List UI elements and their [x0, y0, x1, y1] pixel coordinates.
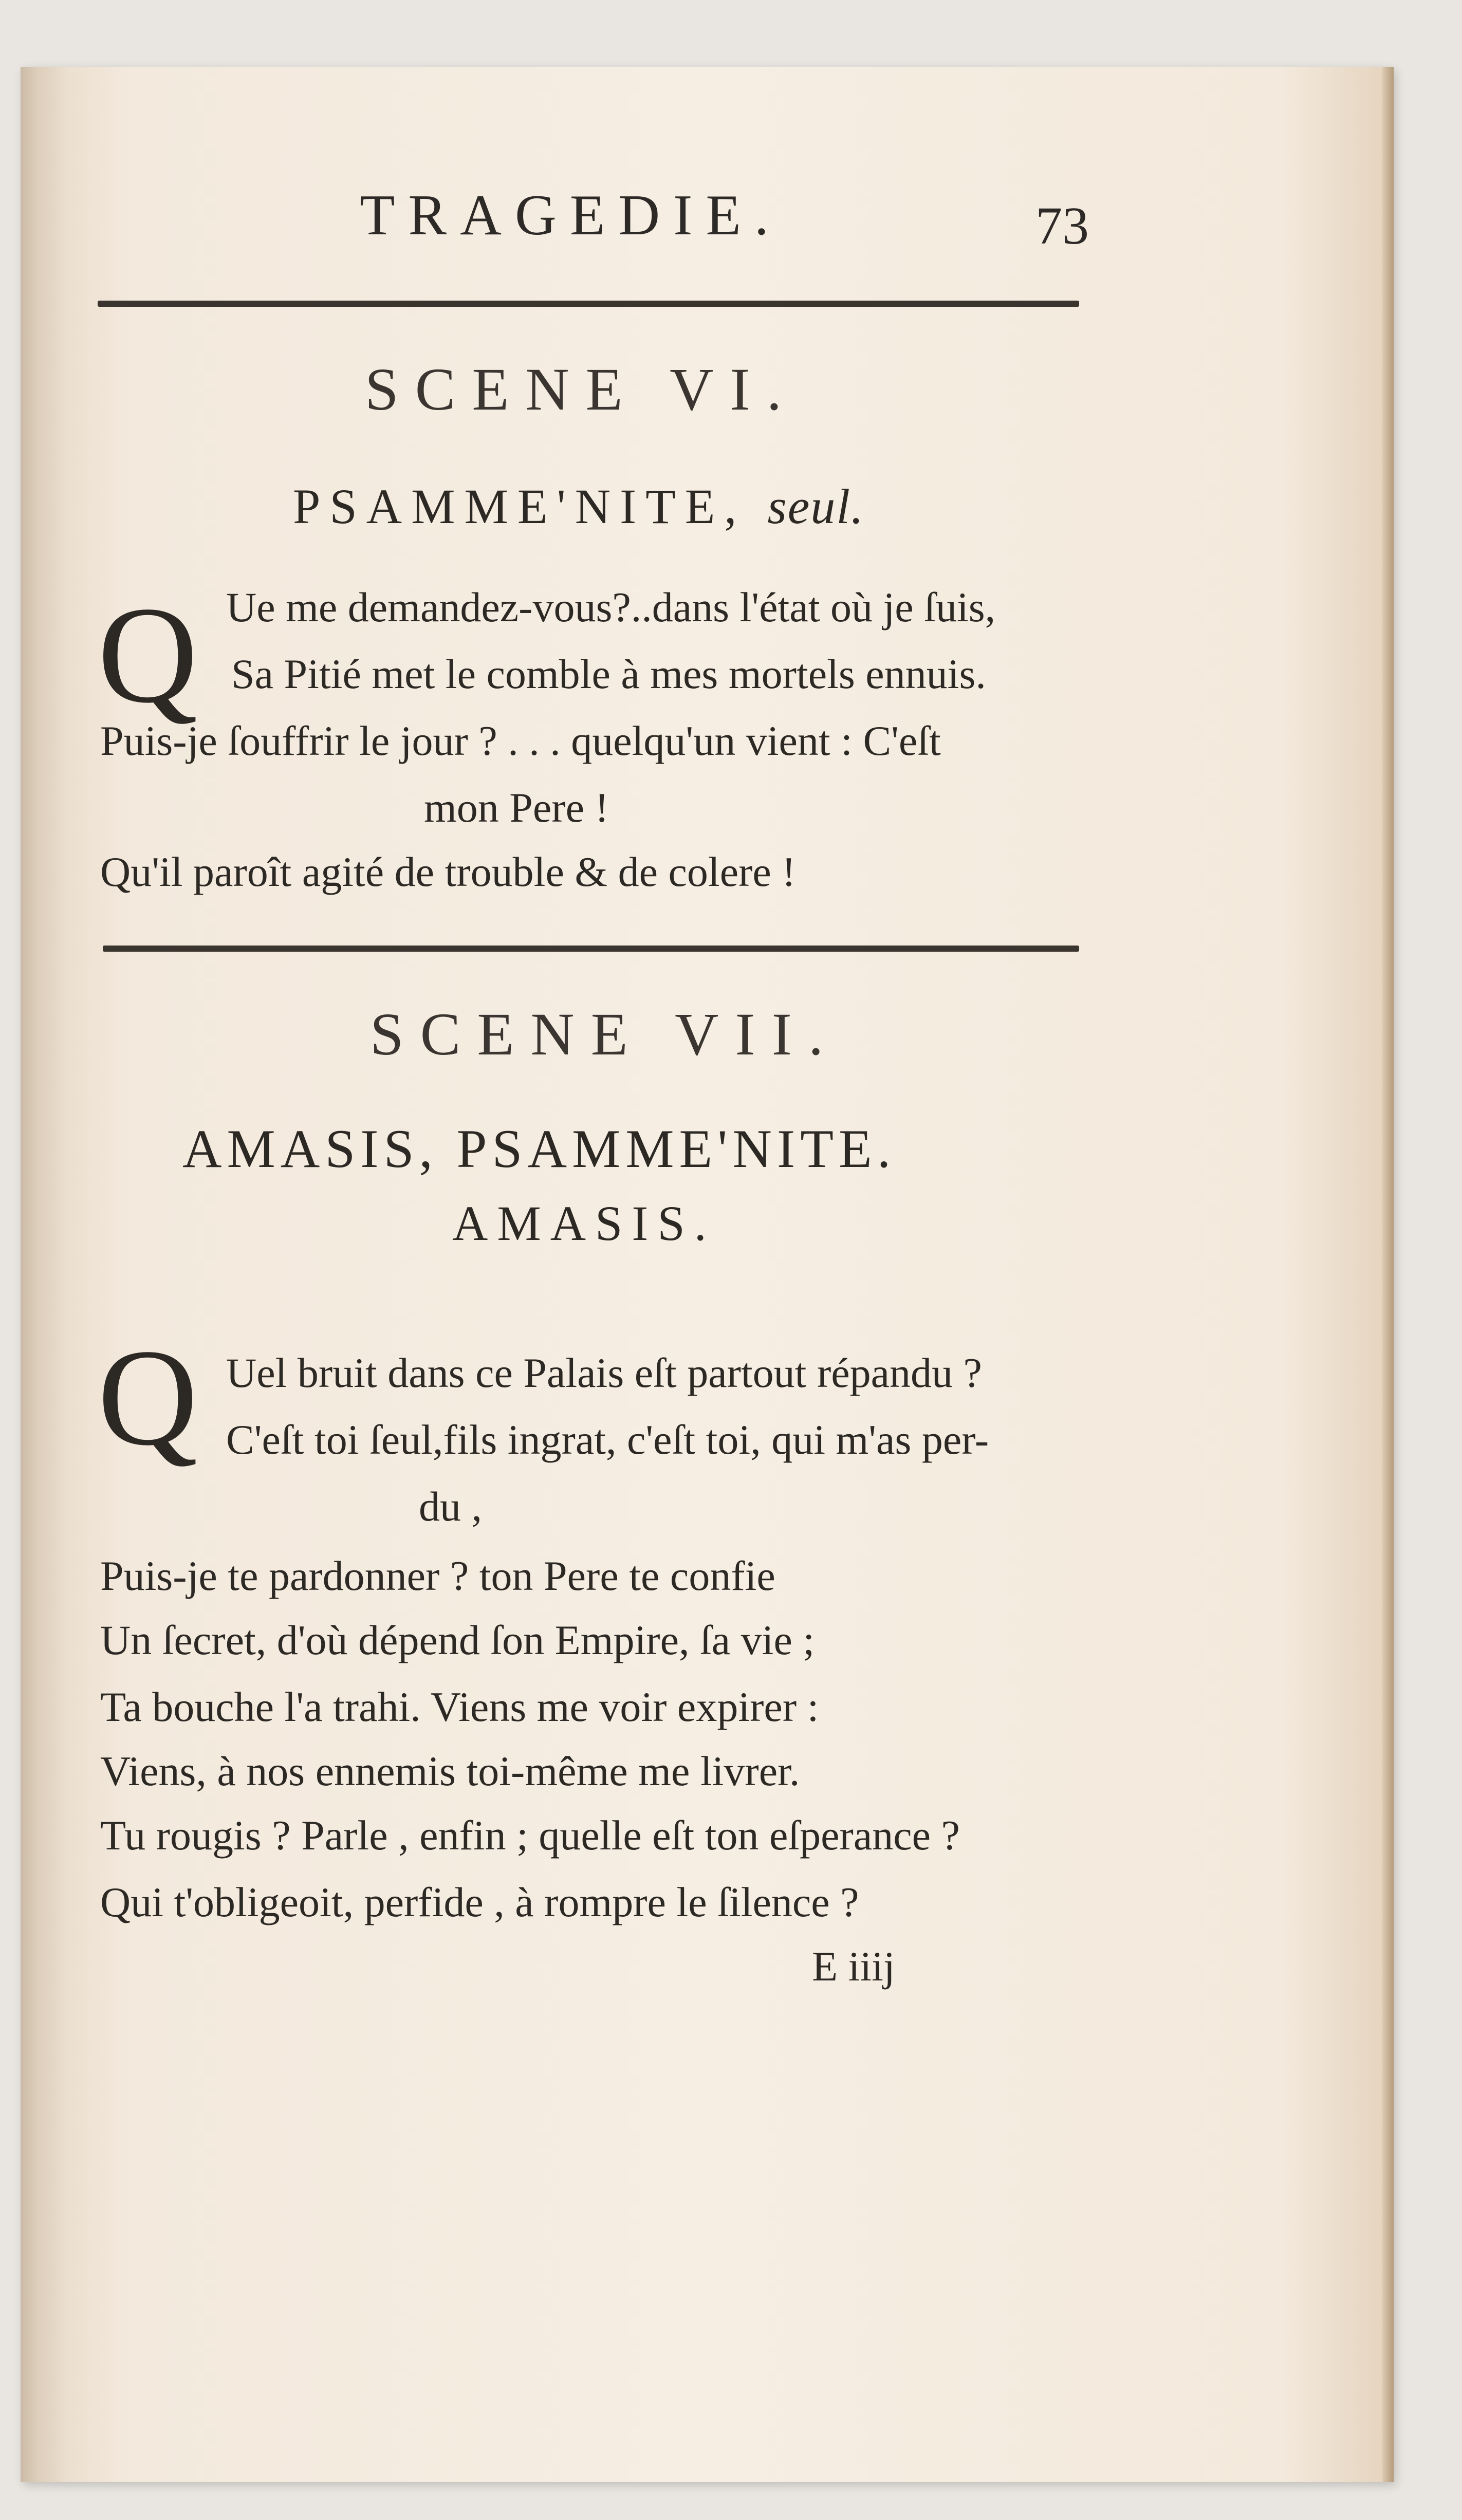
page-edge: [1382, 67, 1394, 2482]
scene-6-line-2: Sa Pitié met le comble à mes mortels ennuis.: [231, 651, 986, 697]
scene-7-speaker: AMASIS.: [452, 1196, 716, 1251]
scene-7-line-7: Viens, à nos ennemis toi-même me livrer.: [100, 1748, 800, 1794]
scene-7-line-8: Tu rougis ? Parle , enfin ; quelle eſt ton eſperance ?: [100, 1812, 960, 1859]
scene-6-heading: SCENE VI.: [365, 356, 799, 423]
scene-7-line-1: Uel bruit dans ce Palais eſt partout répandu ?: [226, 1349, 982, 1396]
running-header-title: TRAGEDIE.: [360, 183, 782, 247]
scene-6-line-4: mon Pere !: [424, 784, 609, 831]
scene-6-drop-cap: Q: [98, 578, 198, 732]
scene-6-stage-direction: seul.: [767, 479, 864, 534]
scene-7-drop-cap: Q: [98, 1321, 198, 1474]
scene-7-characters: AMASIS, PSAMME'NITE.: [182, 1119, 896, 1179]
scene-6-line-3: Puis-je ſouffrir le jour ? . . . quelqu'un vient : C'eſt: [100, 717, 941, 764]
scene-6-character: [293, 478, 864, 535]
scene-7-line-2: C'eſt toi ſeul,fils ingrat, c'eſt toi, qui m'as per-: [226, 1416, 989, 1463]
scene-7-line-4: Puis-je te pardonner ? ton Pere te confie: [100, 1552, 775, 1599]
scene-7-heading: SCENE VII.: [370, 1000, 840, 1068]
scene-6-line-1: Ue me demandez-vous?..dans l'état où je ſuis,: [226, 584, 996, 631]
scene-7-line-5: Un ſecret, d'où dépend ſon Empire, ſa vie ;: [100, 1617, 815, 1663]
page-number: 73: [1035, 196, 1089, 255]
scene-7-line-6: Ta bouche l'a trahi. Viens me voir expirer :: [100, 1683, 819, 1730]
scene-divider-rule: [103, 946, 1079, 952]
signature-mark: E iiij: [812, 1943, 895, 1990]
scene-7-line-3: du ,: [419, 1483, 482, 1530]
book-gutter: [21, 67, 67, 2482]
scene-6-character-name: PSAMME'NITE,: [293, 479, 746, 534]
book-page: [21, 67, 1393, 2482]
scene-6-line-5: Qu'il paroît agité de trouble & de colere !: [100, 848, 796, 895]
header-rule: [98, 301, 1079, 307]
scene-7-line-9: Qui t'obligeoit, perfide , à rompre le ſilence ?: [100, 1879, 859, 1925]
